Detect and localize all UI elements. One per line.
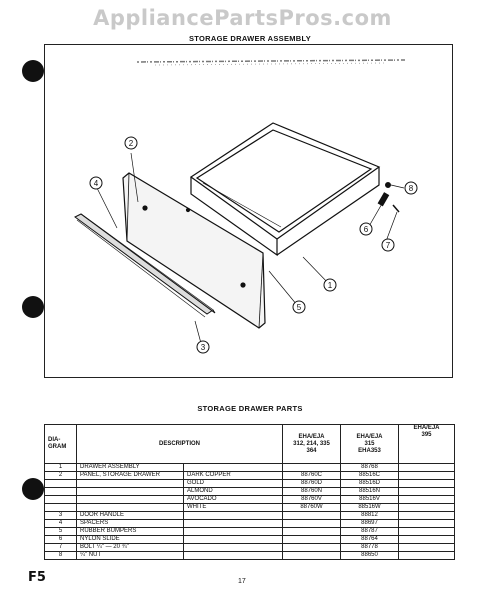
row-diagram-number: 2 [45,472,77,480]
row-model-1-part [283,528,341,536]
svg-text:1: 1 [327,281,333,290]
row-model-1-part [283,544,341,552]
callout-6 [360,223,372,235]
row-model-1-part: 88760N [283,488,341,496]
callout-3 [197,341,209,353]
row-diagram-number: 4 [45,520,77,528]
row-color: GOLD [184,480,283,488]
row-description: SPACERS [77,520,184,528]
table-row [45,544,455,552]
row-model-1-part [283,520,341,528]
row-description: BOLT ¼" — 20 ¾" [77,544,184,552]
row-model-2-part: 88650 [341,552,399,560]
row-color [184,520,283,528]
row-model-1-part [283,464,341,472]
parts-table [44,424,455,560]
row-description [77,496,184,504]
row-description: DRAWER ASSEMBLY [77,464,184,472]
row-model-2-part: 88516V [341,496,399,504]
row-model-3-part [399,528,455,536]
row-model-2-part: 88764 [341,536,399,544]
row-model-3-part [399,504,455,512]
row-color: ALMOND [184,488,283,496]
row-model-1-part: 88760D [283,480,341,488]
binder-hole-bottom [22,478,44,500]
row-description: RUBBER BUMPERS [77,528,184,536]
row-model-3-part [399,544,455,552]
row-model-2-part: 88516W [341,504,399,512]
row-diagram-number: 1 [45,464,77,472]
row-model-1-part [283,512,341,520]
assembly-title: STORAGE DRAWER ASSEMBLY [188,34,312,43]
row-diagram-number: 3 [45,512,77,520]
row-description: PANEL, STORAGE DRAWER [77,472,184,480]
watermark: AppliancePartsPros.com [93,6,392,30]
slide-hardware [378,183,399,213]
row-model-3-part [399,512,455,520]
row-model-2-part: 88516C [341,472,399,480]
header-model-1: EHA/EJA 312, 214, 335 364 [283,425,341,464]
callout-1 [324,279,336,291]
row-model-3-part [399,488,455,496]
footer-code: F5 [28,570,46,585]
drawer-illustration [45,45,451,376]
row-model-3-part [399,464,455,472]
row-model-3-part [399,496,455,504]
svg-text:6: 6 [363,225,369,234]
table-row [45,520,455,528]
row-diagram-number [45,504,77,512]
row-model-2-part: 88787 [341,528,399,536]
row-description: DOOR HANDLE [77,512,184,520]
parts-title: STORAGE DRAWER PARTS [197,404,303,413]
row-model-1-part [283,552,341,560]
row-model-2-part: 88812 [341,512,399,520]
header-diagram: DIA- GRAM [45,425,77,464]
table-row [45,496,455,504]
page-number: 17 [238,578,246,585]
svg-text:7: 7 [385,241,391,250]
row-model-2-part: 88778 [341,544,399,552]
row-model-3-part [399,536,455,544]
header-model-2: EHA/EJA 315 EHA353 [341,425,399,464]
svg-text:4: 4 [93,179,99,188]
row-diagram-number: 6 [45,536,77,544]
row-model-1-part [283,536,341,544]
binder-hole-middle [22,296,44,318]
row-description: ¼" NUT [77,552,184,560]
row-color [184,512,283,520]
row-model-2-part: 88697 [341,520,399,528]
header-model-3: EHA/EJA 395 [399,425,455,464]
row-model-3-part [399,472,455,480]
callout-4 [90,177,102,189]
row-model-3-part [399,552,455,560]
row-diagram-number [45,496,77,504]
row-color [184,536,283,544]
row-model-2-part: 88768 [341,464,399,472]
callout-2 [125,137,137,149]
row-model-3-part [399,520,455,528]
table-row [45,472,455,480]
row-model-1-part: 88760V [283,496,341,504]
row-description: NYLON SLIDE [77,536,184,544]
row-color [184,544,283,552]
row-diagram-number [45,488,77,496]
row-model-2-part: 88516N [341,488,399,496]
table-row [45,464,455,472]
binder-hole-top [22,60,44,82]
table-row [45,488,455,496]
row-color: DARK COPPER [184,472,283,480]
callout-8 [405,182,417,194]
svg-text:3: 3 [200,343,206,352]
row-model-1-part: 88760C [283,472,341,480]
header-description: DESCRIPTION [77,425,283,464]
table-row [45,504,455,512]
row-color [184,528,283,536]
table-body [45,464,455,560]
table-row [45,552,455,560]
callout-7 [382,239,394,251]
row-model-1-part: 88760W [283,504,341,512]
table-row [45,528,455,536]
exploded-diagram [44,44,453,378]
row-diagram-number: 8 [45,552,77,560]
row-model-3-part [399,480,455,488]
row-description [77,480,184,488]
row-diagram-number: 5 [45,528,77,536]
svg-text:2: 2 [128,139,134,148]
callout-5 [293,301,305,313]
row-description [77,488,184,496]
row-color [184,552,283,560]
row-color [184,464,283,472]
row-color: AVOCADO [184,496,283,504]
row-diagram-number [45,480,77,488]
row-diagram-number: 7 [45,544,77,552]
row-description [77,504,184,512]
table-header [45,425,455,464]
table-row [45,480,455,488]
row-color: WHITE [184,504,283,512]
svg-text:5: 5 [296,303,302,312]
table-row [45,536,455,544]
table-row [45,512,455,520]
svg-text:8: 8 [408,184,414,193]
row-model-2-part: 88516D [341,480,399,488]
